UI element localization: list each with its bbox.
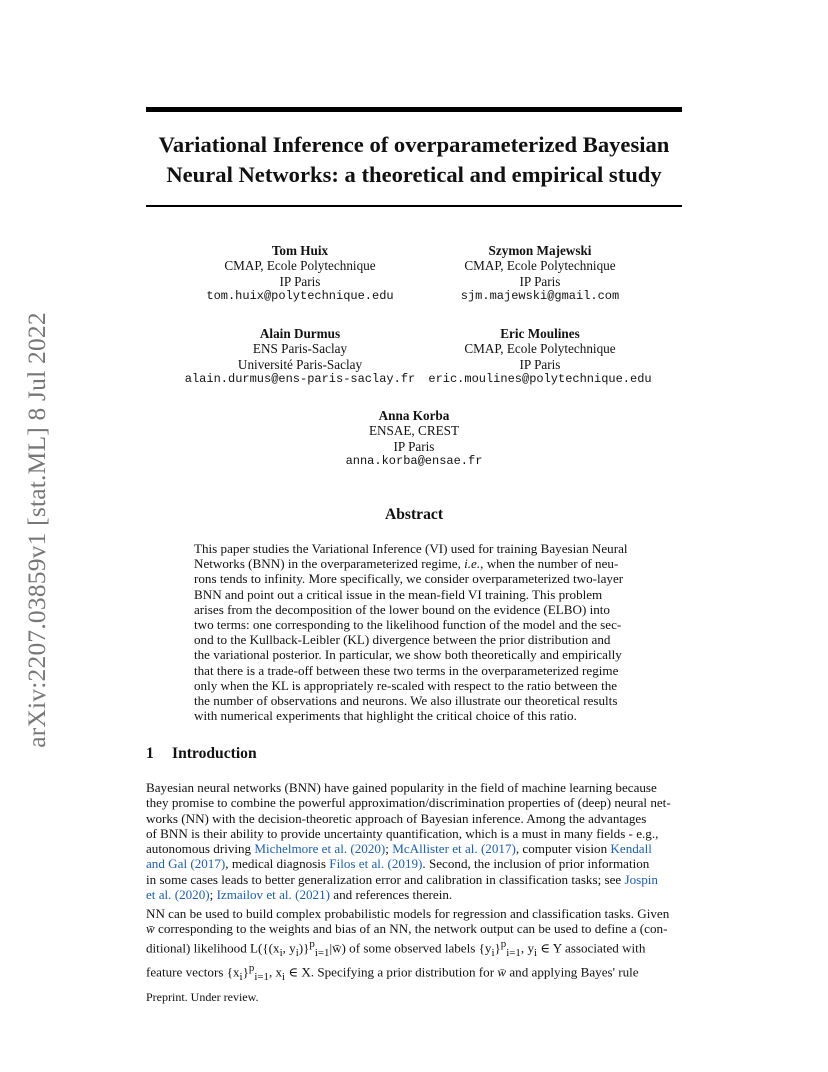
title-line-1: Variational Inference of overparameterized Bayesian: [158, 132, 670, 157]
math-sub: i: [295, 946, 299, 959]
math-sub: i: [533, 946, 538, 959]
math-sup: p: [309, 937, 315, 950]
author-email: anna.korba@ensae.fr: [345, 453, 483, 468]
body-line: of BNN is their ability to provide uncertainty quantification, which is a must in many fields - e.g.,: [146, 825, 659, 841]
author-name: Szymon Majewski: [488, 243, 592, 258]
title-line-2: Neural Networks: a theoretical and empirical study: [166, 162, 662, 187]
author-affiliation: CMAP, Ecole Polytechnique: [464, 258, 616, 274]
author-affiliation: IP Paris: [519, 273, 561, 289]
abstract-ie: i.e.: [464, 556, 481, 572]
math-sub: i=1: [314, 946, 330, 959]
math-sub: i: [279, 946, 283, 959]
abstract-line-text: , when the number of neu-: [480, 556, 619, 572]
author-affiliation: IP Paris: [519, 356, 561, 372]
citation-link[interactable]: and Gal (2017): [146, 856, 226, 872]
abstract-body: [194, 541, 634, 723]
abstract-heading: Abstract: [384, 506, 444, 523]
citation-link[interactable]: Michelmore et al. (2020): [254, 841, 386, 857]
body-text: corresponding to the weights and bias of an NN, the network output can be used to define a (con-: [154, 921, 668, 937]
body-text: ;: [209, 887, 217, 903]
body-line: [146, 856, 682, 871]
author-block: [160, 326, 440, 387]
body-text: , x: [268, 964, 283, 980]
author-block: [274, 408, 554, 469]
body-text: ditional) likelihood L({(x: [146, 939, 280, 955]
abstract-line: the number of observations and neurons. We also illustrate our theoretical results: [194, 693, 618, 709]
section-number: 1: [146, 745, 154, 762]
author-block: [160, 243, 440, 304]
abstract-line: BNN and point out a critical issue in the mean-field VI training. This problem: [194, 586, 603, 602]
citation-link[interactable]: McAllister et al. (2017): [392, 841, 516, 857]
math-sup: p: [248, 961, 255, 974]
author-email: sjm.majewski@gmail.com: [460, 288, 620, 303]
citation-link[interactable]: et al. (2020): [146, 887, 210, 903]
body-text: |w̄) of some observed labels {y: [329, 939, 492, 955]
abstract-line: This paper studies the Variational Inference (VI) used for training Bayesian Neural: [194, 541, 628, 556]
section-heading-introduction: [146, 745, 257, 763]
abstract-line: two terms: one corresponding to the likelihood function of the model and the sec-: [194, 617, 622, 633]
body-text: feature vectors {x: [146, 964, 240, 980]
body-line: Bayesian neural networks (BNN) have gained popularity in the field of machine learning because: [146, 780, 657, 795]
body-text: }: [494, 939, 501, 955]
footer-note: Preprint. Under review.: [146, 990, 259, 1004]
author-name: Alain Durmus: [259, 326, 341, 341]
author-email: alain.durmus@ens-paris-saclay.fr: [184, 371, 416, 386]
body-line: they promise to combine the powerful approximation/discrimination properties of (deep) neural net-: [146, 795, 671, 811]
author-affiliation: IP Paris: [393, 438, 435, 454]
body-line: [146, 841, 682, 856]
body-line: [146, 872, 682, 887]
author-name: Anna Korba: [378, 408, 450, 423]
author-affiliation: ENSAE, CREST: [368, 423, 460, 439]
author-affiliation: IP Paris: [279, 273, 321, 289]
body-text: , computer vision: [515, 841, 611, 857]
paper-title: [120, 130, 708, 190]
body-line: [146, 961, 682, 985]
body-text: . Second, the inclusion of prior information: [422, 856, 650, 872]
author-email: tom.huix@polytechnique.edu: [206, 288, 394, 303]
body-text: in some cases leads to better generalization error and calibration in classification tasks; see: [146, 871, 625, 887]
citation-link[interactable]: Jospin: [624, 871, 658, 887]
arxiv-sidebar: [22, 290, 52, 770]
math-sup: p: [500, 937, 507, 950]
body-text: and references therein.: [330, 887, 453, 903]
math-sub: i=1: [254, 970, 269, 983]
abstract-line: arises from the decomposition of the lower bound on the evidence (ELBO) into: [194, 601, 610, 617]
body-text: )}: [298, 939, 310, 955]
intro-paragraph-1: [146, 780, 682, 902]
citation-link[interactable]: Filos et al. (2019): [329, 856, 423, 872]
author-email: eric.moulines@polytechnique.edu: [428, 371, 652, 386]
author-affiliation: Université Paris-Saclay: [237, 356, 363, 372]
author-affiliation: ENS Paris-Saclay: [252, 341, 348, 357]
body-line: [146, 887, 682, 902]
abstract-line-text: Networks (BNN) in the overparameterized regime,: [194, 556, 465, 572]
abstract-line: the variational posterior. In particular, we show both theoretically and empirically: [194, 647, 622, 663]
body-text: autonomous driving: [146, 841, 255, 857]
intro-paragraph-2: [146, 906, 682, 985]
author-name: Tom Huix: [271, 243, 329, 258]
author-block: [400, 243, 680, 304]
math-symbol: w̄: [497, 964, 507, 980]
citation-link[interactable]: Kendall: [610, 841, 652, 857]
citation-link[interactable]: Izmailov et al. (2021): [216, 887, 331, 903]
abstract-line: [194, 556, 634, 571]
section-title: Introduction: [172, 745, 257, 762]
arxiv-identifier: arXiv:2207.03859v1 [stat.ML] 8 Jul 2022: [22, 312, 51, 748]
author-name: Eric Moulines: [500, 326, 580, 341]
author-affiliation: CMAP, Ecole Polytechnique: [224, 258, 376, 274]
body-text: , y: [520, 939, 534, 955]
body-text: ∈ Y associated with: [537, 939, 646, 955]
abstract-line: only when the KL is appropriately re-scaled with respect to the ratio between the: [194, 677, 618, 693]
title-rule-top: [146, 107, 682, 112]
title-rule-bottom: [146, 205, 682, 207]
body-line: [146, 937, 682, 961]
abstract-line: that there is a trade-off between these two terms in the overparameterized regime: [194, 662, 619, 678]
abstract-line: ond to the Kullback-Leibler (KL) divergence between the prior distribution and: [194, 632, 611, 648]
math-symbol: w̄: [146, 921, 155, 937]
author-affiliation: CMAP, Ecole Polytechnique: [464, 341, 616, 357]
body-text: , medical diagnosis: [225, 856, 330, 872]
math-sub: i: [282, 970, 286, 983]
body-text: , y: [282, 939, 296, 955]
author-block: [400, 326, 680, 387]
math-sub: i: [239, 970, 243, 983]
body-line: NN can be used to build complex probabilistic models for regression and classification tasks. Given: [146, 906, 670, 921]
body-text: and applying Bayes' rule: [506, 964, 639, 980]
math-sub: i=1: [506, 946, 521, 959]
abstract-line: with numerical experiments that highlight the critical choice of this ratio.: [194, 708, 577, 724]
body-text: ;: [385, 841, 393, 857]
body-text: }: [242, 964, 249, 980]
body-text: ∈ X. Specifying a prior distribution for: [285, 964, 498, 980]
abstract-line: rons tends to infinity. More specifically, we consider overparameterized two-layer: [194, 571, 624, 587]
body-line: works (NN) with the decision-theoretic approach of Bayesian inference. Among the advantages: [146, 810, 647, 826]
body-line: [146, 921, 682, 936]
math-sub: i: [491, 946, 495, 959]
